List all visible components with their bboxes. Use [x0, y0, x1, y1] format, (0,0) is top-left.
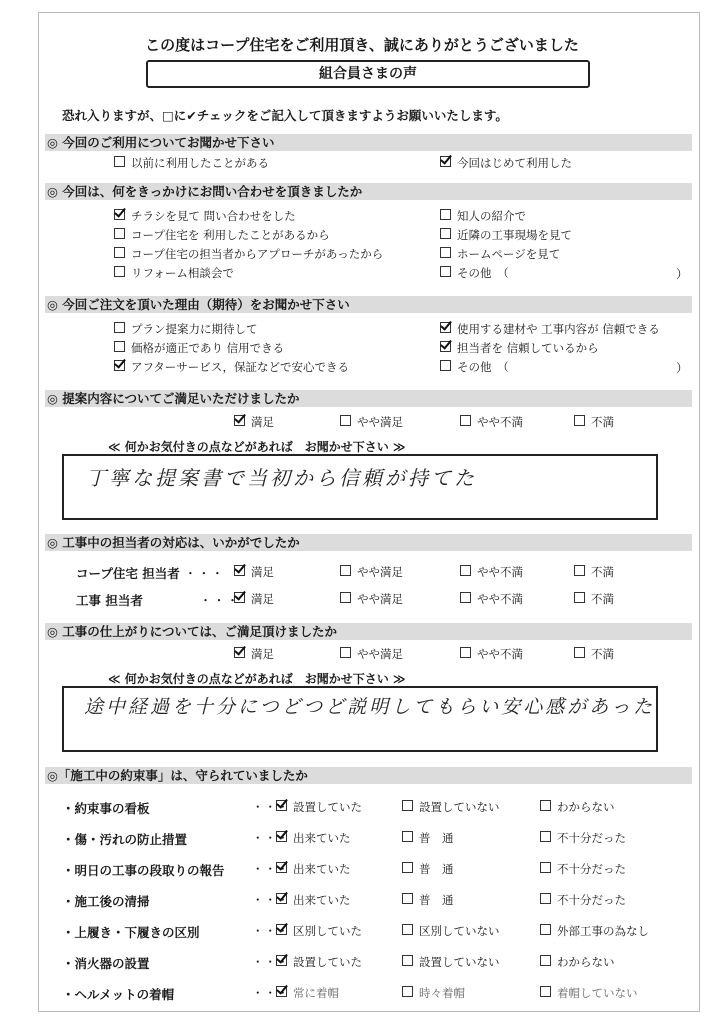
- q7-option[interactable]: 設置していない: [402, 800, 500, 814]
- checkbox[interactable]: [440, 266, 451, 277]
- checkbox-checked[interactable]: [440, 341, 451, 352]
- checkbox[interactable]: [340, 592, 351, 603]
- leader-dots: ・・・: [252, 924, 290, 938]
- leader-dots: ・・・: [252, 955, 290, 969]
- handwritten-comment: 途中経過を十分につどつど説明してもらい安心感があった: [84, 696, 656, 718]
- section-heading-q5: ◎ 工事中の担当者の対応は、いかがでしたか: [45, 534, 692, 551]
- q2-option[interactable]: ホームページを見て: [440, 247, 560, 261]
- q7-option[interactable]: 不十分だった: [540, 862, 626, 876]
- checkbox[interactable]: [540, 831, 551, 842]
- q3-option[interactable]: 担当者を 信頼しているから: [440, 341, 599, 355]
- q7-row-label: ・上履き・下履きの区別: [62, 925, 200, 940]
- checkbox-checked[interactable]: [276, 800, 287, 811]
- q6-option[interactable]: 不満: [574, 647, 614, 661]
- checkbox[interactable]: [114, 156, 125, 167]
- checkbox-checked[interactable]: [276, 955, 287, 966]
- comment-box-q4[interactable]: [62, 454, 658, 520]
- checkbox[interactable]: [540, 986, 551, 997]
- checkbox[interactable]: [402, 893, 413, 904]
- close-paren: ）: [676, 267, 689, 281]
- q6-option[interactable]: やや満足: [340, 647, 403, 661]
- q2-option[interactable]: コープ住宅を 利用したことがあるから: [114, 228, 330, 242]
- q2-option[interactable]: チラシを見て 問い合わせをした: [114, 209, 296, 223]
- q7-option[interactable]: 常に着帽: [276, 986, 339, 1000]
- q5-row2-option[interactable]: やや不満: [460, 592, 523, 606]
- checkbox-checked[interactable]: [234, 592, 245, 603]
- q3-option-other[interactable]: その他 （: [440, 360, 509, 374]
- checkbox[interactable]: [402, 986, 413, 997]
- q7-option[interactable]: わからない: [540, 800, 615, 814]
- checkbox[interactable]: [460, 415, 471, 426]
- checkbox-checked[interactable]: [440, 322, 451, 333]
- q2-option[interactable]: 近隣の工事現場を見て: [440, 228, 572, 242]
- q7-option[interactable]: 普 通: [402, 831, 454, 845]
- checkbox[interactable]: [402, 955, 413, 966]
- section-heading-q4: ◎ 提案内容についてご満足いただけましたか: [45, 390, 692, 407]
- leader-dots: ・・・: [252, 986, 290, 1000]
- checkbox[interactable]: [574, 565, 585, 576]
- q6-option[interactable]: やや不満: [460, 647, 523, 661]
- q7-option[interactable]: 出来ていた: [276, 862, 351, 876]
- q7-option[interactable]: 不十分だった: [540, 831, 626, 845]
- checkbox-checked[interactable]: [234, 415, 245, 426]
- q3-option[interactable]: 使用する建材や 工事内容が 信頼できる: [440, 322, 660, 336]
- checkbox[interactable]: [440, 228, 451, 239]
- q2-option[interactable]: リフォーム相談会で: [114, 266, 234, 280]
- comment-box-q6[interactable]: [62, 686, 658, 752]
- form-subtitle: 組合員さまの声: [146, 60, 590, 88]
- checkbox[interactable]: [540, 955, 551, 966]
- close-paren: ）: [676, 361, 689, 375]
- q7-row-label: ・消火器の設置: [62, 956, 150, 971]
- q7-option[interactable]: 普 通: [402, 862, 454, 876]
- leader-dots: ・・・: [252, 800, 290, 814]
- checkbox-checked[interactable]: [440, 156, 451, 167]
- checkbox[interactable]: [114, 228, 125, 239]
- q7-option[interactable]: 設置していない: [402, 955, 500, 969]
- checkbox-checked[interactable]: [234, 647, 245, 658]
- leader-dots: ・・・: [252, 831, 290, 845]
- q6-option[interactable]: 満足: [234, 647, 274, 661]
- q7-option[interactable]: 区別していた: [276, 924, 362, 938]
- row-label: コープ住宅 担当者 ・・・: [76, 566, 225, 581]
- q3-option[interactable]: アフターサービス，保証などで安心できる: [114, 360, 349, 374]
- page-title: この度はコープ住宅をご利用頂き、誠にありがとうございました: [145, 36, 579, 54]
- q7-option[interactable]: 外部工事の為なし: [540, 924, 649, 938]
- q7-option[interactable]: 時々着帽: [402, 986, 465, 1000]
- checkbox[interactable]: [340, 565, 351, 576]
- q7-option[interactable]: 設置していた: [276, 955, 362, 969]
- q7-option[interactable]: 不十分だった: [540, 893, 626, 907]
- q1-option[interactable]: 以前に利用したことがある: [114, 156, 269, 170]
- q3-option[interactable]: プラン提案力に期待して: [114, 322, 258, 336]
- checkbox[interactable]: [460, 592, 471, 603]
- checkbox[interactable]: [460, 647, 471, 658]
- q7-row-label: ・傷・汚れの防止措置: [62, 832, 188, 847]
- q4-option[interactable]: 不満: [574, 415, 614, 429]
- comment-header: ≪ 何かお気付きの点などがあれば お聞かせ下さい ≫: [108, 672, 406, 686]
- q5-row1-option[interactable]: やや不満: [460, 565, 523, 579]
- q7-row-label: ・ヘルメットの着帽: [62, 987, 175, 1002]
- section-heading-q2: ◎ 今回は、何をきっかけにお問い合わせを頂きましたか: [45, 183, 692, 200]
- q7-option[interactable]: 普 通: [402, 893, 454, 907]
- checkbox[interactable]: [340, 647, 351, 658]
- checkbox[interactable]: [540, 924, 551, 935]
- checkbox-checked[interactable]: [276, 862, 287, 873]
- checkbox-checked[interactable]: [234, 565, 245, 576]
- q3-option[interactable]: 価格が適正であり 信用できる: [114, 341, 284, 355]
- q7-option[interactable]: 出来ていた: [276, 831, 351, 845]
- checkbox[interactable]: [460, 565, 471, 576]
- checkbox-checked[interactable]: [276, 924, 287, 935]
- q5-row2-option[interactable]: やや満足: [340, 592, 403, 606]
- checkbox-checked[interactable]: [276, 893, 287, 904]
- q7-option[interactable]: わからない: [540, 955, 615, 969]
- q2-option[interactable]: コープ住宅の担当者からアプローチがあったから: [114, 247, 383, 261]
- checkbox-checked[interactable]: [114, 209, 125, 220]
- q7-option[interactable]: 設置していた: [276, 800, 362, 814]
- checkbox[interactable]: [574, 647, 585, 658]
- q4-option[interactable]: 満足: [234, 415, 274, 429]
- section-heading-q1: ◎ 今回のご利用についてお聞かせ下さい: [45, 134, 692, 151]
- checkbox[interactable]: [574, 415, 585, 426]
- checkbox[interactable]: [574, 592, 585, 603]
- q5-row1-option[interactable]: やや満足: [340, 565, 403, 579]
- checkbox[interactable]: [114, 247, 125, 258]
- q5-row1-option[interactable]: 満足: [234, 565, 274, 579]
- handwritten-comment: 丁寧な提案書で当初から信頼が持てた: [86, 466, 477, 490]
- checkbox[interactable]: [440, 247, 451, 258]
- q7-row-label: ・約束事の看板: [62, 801, 150, 816]
- checkbox[interactable]: [402, 862, 413, 873]
- section-heading-q6: ◎ 工事の仕上がりについては、ご満足頂けましたか: [45, 623, 692, 640]
- checkbox[interactable]: [114, 322, 125, 333]
- q7-option[interactable]: 出来ていた: [276, 893, 351, 907]
- q2-option-other[interactable]: その他 （: [440, 266, 509, 280]
- q5-row1-option[interactable]: 不満: [574, 565, 614, 579]
- checkbox-checked[interactable]: [276, 831, 287, 842]
- checkbox-checked[interactable]: [276, 986, 287, 997]
- q7-row-label: ・施工後の清掃: [62, 894, 150, 909]
- q7-row-label: ・明日の工事の段取りの報告: [62, 863, 225, 878]
- checkbox[interactable]: [540, 800, 551, 811]
- leader-dots: ・・・: [252, 893, 290, 907]
- q7-option[interactable]: 着帽していない: [540, 986, 638, 1000]
- checkbox[interactable]: [340, 415, 351, 426]
- checkbox[interactable]: [402, 924, 413, 935]
- q5-row2-option[interactable]: 不満: [574, 592, 614, 606]
- comment-header: ≪ 何かお気付きの点などがあれば お聞かせ下さい ≫: [108, 440, 406, 454]
- q4-option[interactable]: やや満足: [340, 415, 403, 429]
- checkbox-checked[interactable]: [114, 360, 125, 371]
- q7-option[interactable]: 区別していない: [402, 924, 500, 938]
- q4-option[interactable]: やや不満: [460, 415, 523, 429]
- q5-row2-option[interactable]: 満足: [234, 592, 274, 606]
- leader-dots: ・・・: [252, 862, 290, 876]
- checkbox[interactable]: [540, 862, 551, 873]
- section-heading-q3: ◎ 今回ご注文を頂いた理由（期待）をお聞かせ下さい: [45, 296, 692, 313]
- checkbox[interactable]: [114, 266, 125, 277]
- checkbox[interactable]: [114, 341, 125, 352]
- checkbox[interactable]: [440, 209, 451, 220]
- instructions: 恐れ入りますが、□に✔チェックをご記入して頂きますようお願いいたします。: [62, 108, 508, 123]
- q2-option[interactable]: 知人の紹介で: [440, 209, 526, 223]
- section-heading-q7: ◎「施工中の約束事」は、守られていましたか: [45, 767, 692, 784]
- checkbox[interactable]: [440, 360, 451, 371]
- checkbox[interactable]: [402, 800, 413, 811]
- q1-option[interactable]: 今回はじめて利用した: [440, 156, 572, 170]
- row-label: 工事 担当者 ・・・: [76, 593, 240, 608]
- checkbox[interactable]: [402, 831, 413, 842]
- checkbox[interactable]: [540, 893, 551, 904]
